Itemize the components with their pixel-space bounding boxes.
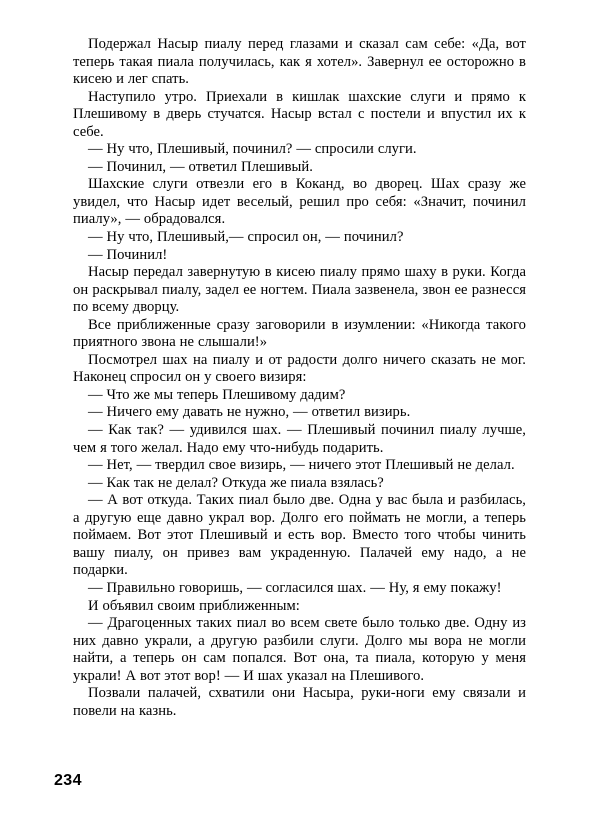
paragraph: Насыр передал завернутую в кисею пиалу прямо шаху в руки. Когда он раскрывал пиалу, задел ее ногтем. Пиала зазвенела, звон ее разнесся по всему дворцу. xyxy=(73,264,526,316)
dialogue-line: — Ну что, Плешивый, починил? — спросили слуги. xyxy=(88,141,417,158)
dialogue-line: — А вот откуда. Таких пиал было две. Одна у вас была и разбилась, а другую еще давно украл вор. Долго его поймать не могли, а теперь поймаем. Вот этот Плешивый и есть вор. Вместо того чтобы чинить вашу пиалу, он привез вам украденную. Палачей ему надо, а не подарки. xyxy=(73,492,526,579)
paragraph: Подержал Насыр пиалу перед глазами и сказал сам себе: «Да, вот теперь такая пиала получилась, как я хотел». Завернул ее осторожно в кисею и лег спать. xyxy=(73,36,526,88)
dialogue-line: — Починил, — ответил Плешивый. xyxy=(88,158,313,175)
paragraph: Позвали палачей, схватили они Насыра, руки-ноги ему связали и повели на казнь. xyxy=(73,685,526,719)
dialogue-line: — Драгоценных таких пиал во всем свете было только две. Одну из них давно украли, а другую разбили слуги. Долго мы вора не могли найти, а теперь он сам попался. Вот она, та пиала, которую у меня украли! А вот этот вор! — И шах указал на Плешивого. xyxy=(73,615,526,684)
paragraph: Посмотрел шах на пиалу и от радости долго ничего сказать не мог. Наконец спросил он у своего визиря: xyxy=(73,351,526,386)
page-number: 234 xyxy=(54,772,82,789)
paragraph: Все приближенные сразу заговорили в изумлении: «Никогда такого приятного звона не слышали!» xyxy=(73,316,526,351)
dialogue-line: — Нет, — твердил свое визирь, — ничего этот Плешивый не делал. xyxy=(88,457,515,474)
dialogue-line: — Ну что, Плешивый,— спросил он, — починил? xyxy=(88,229,404,246)
paragraph: Наступило утро. Приехали в кишлак шахские слуги и прямо к Плешивому в дверь стучатся. Насыр встал с постели и впустил их к себе. xyxy=(73,88,526,140)
dialogue-line: — Ничего ему давать не нужно, — ответил визирь. xyxy=(88,404,411,421)
dialogue-line: — Как так? — удивился шах. — Плешивый починил пиалу лучше, чем я того желал. Надо ему что-нибудь подарить. xyxy=(73,422,526,456)
dialogue-line: — Починил! xyxy=(88,246,168,263)
dialogue-line: — Как так не делал? Откуда же пиала взялась? xyxy=(88,474,384,491)
body-text-column xyxy=(73,36,526,720)
dialogue-line: — Что же мы теперь Плешивому дадим? xyxy=(88,386,346,403)
paragraph: И объявил своим приближенным: xyxy=(88,597,300,614)
paragraph: Шахские слуги отвезли его в Коканд, во дворец. Шах сразу же увидел, что Насыр идет веселый, решил про себя: «Значит, починил пиалу», — обрадовался. xyxy=(73,176,526,228)
dialogue-line: — Правильно говоришь, — согласился шах. — Ну, я ему покажу! xyxy=(88,579,502,596)
